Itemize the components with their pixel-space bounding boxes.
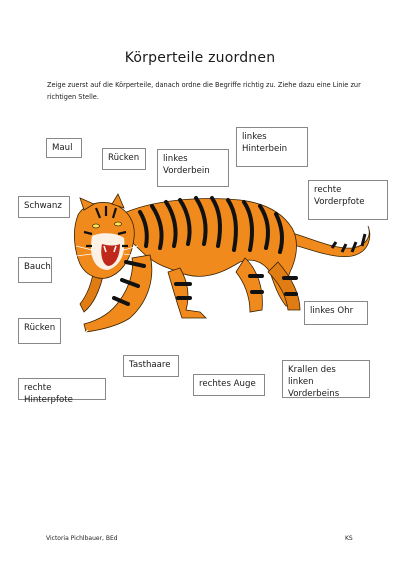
- page-title: Körperteile zuordnen: [124, 50, 276, 66]
- label-rechtes-auge: rechtes Auge: [193, 374, 265, 396]
- label-rechte-hinterpfote: rechte Hinterpfote: [18, 378, 106, 400]
- instruction-text: Zeige zuerst auf die Körperteile, danach ordne die Begriffe richtig zu. Ziehe dazu eine Linie zur richtigen Stelle.: [47, 81, 361, 101]
- label-ruecken-top: Rücken: [102, 148, 146, 170]
- label-schwanz: Schwanz: [18, 196, 70, 218]
- label-bauch: Bauch: [18, 257, 52, 283]
- label-krallen: Krallen des linken Vorderbeins: [282, 360, 370, 398]
- label-rechte-vorderpfote: rechte Vorderpfote: [308, 180, 388, 220]
- label-linkes-hinterbein: linkes Hinterbein: [236, 127, 308, 167]
- footer-author: Victoria Pichlbauer, BEd: [46, 535, 118, 542]
- label-ruecken-left: Rücken: [18, 318, 61, 344]
- label-linkes-vorderbein: linkes Vorderbein: [157, 149, 229, 187]
- footer-initials: KS: [345, 535, 353, 542]
- label-tasthaare: Tasthaare: [123, 355, 179, 377]
- label-linkes-ohr: linkes Ohr: [304, 301, 368, 325]
- label-maul: Maul: [46, 138, 82, 158]
